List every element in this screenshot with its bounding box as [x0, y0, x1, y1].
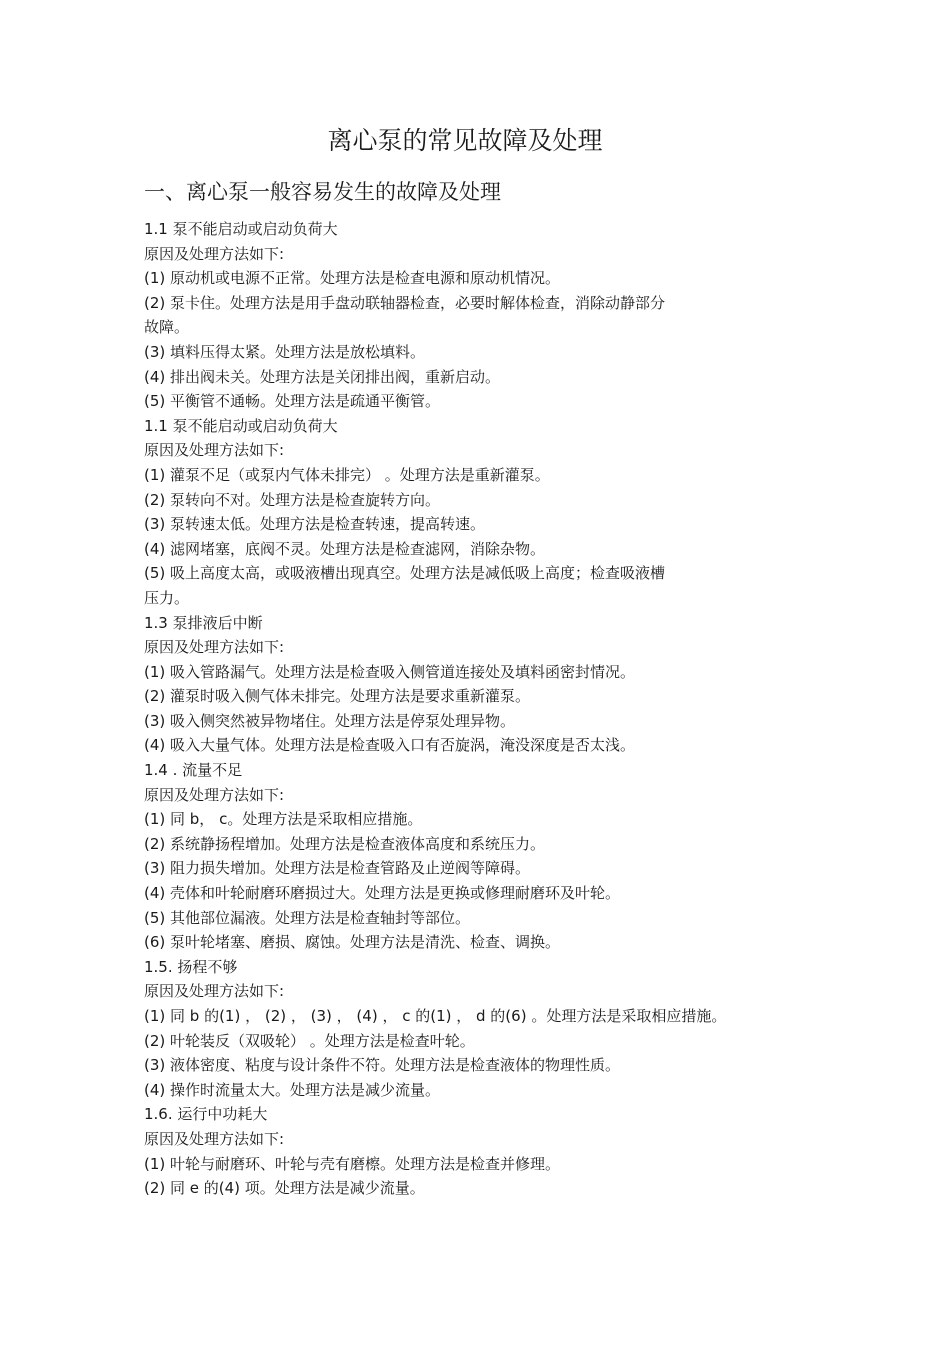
cause-intro-line: 原因及处理方法如下:: [144, 1129, 285, 1148]
subsection-heading: 1.1 泵不能启动或启动负荷大: [144, 416, 338, 435]
list-item: (6) 泵叶轮堵塞、磨损、腐蚀。处理方法是清洗、检查、调换。: [144, 933, 561, 952]
document-title: 离心泵的常见故障及处理: [327, 126, 603, 155]
list-item: (3) 泵转速太低。处理方法是检查转速，提高转速。: [144, 515, 486, 534]
subsection-heading: 1.6. 运行中功耗大: [144, 1105, 268, 1124]
cause-intro-line: 原因及处理方法如下:: [144, 785, 285, 804]
list-item: (1) 同 b， c。处理方法是采取相应措施。: [144, 810, 423, 829]
list-item: (3) 阻力损失增加。处理方法是检查管路及止逆阀等障碍。: [144, 859, 531, 878]
list-item: (3) 吸入侧突然被异物堵住。处理方法是停泵处理异物。: [144, 711, 516, 730]
list-item: (5) 吸上高度太高，或吸液槽出现真空。处理方法是减低吸上高度；检查吸液槽: [144, 564, 666, 583]
list-item: (3) 填料压得太紧。处理方法是放松填料。: [144, 342, 426, 361]
list-item: (2) 系统静扬程增加。处理方法是检查液体高度和系统压力。: [144, 834, 546, 853]
cause-intro-line: 原因及处理方法如下:: [144, 244, 285, 263]
list-item: (2) 泵转向不对。处理方法是检查旋转方向。: [144, 490, 441, 509]
list-item: (2) 泵卡住。处理方法是用手盘动联轴器检查，必要时解体检查，消除动静部分: [144, 293, 666, 312]
document-body: [144, 217, 804, 1201]
list-item: (5) 其他部位漏液。处理方法是检查轴封等部位。: [144, 908, 471, 927]
subsection-heading: 1.4 . 流量不足: [144, 761, 243, 780]
list-item: (2) 叶轮装反（双吸轮） 。处理方法是检查叶轮。: [144, 1031, 475, 1050]
list-item-continuation: 压力。: [144, 588, 190, 607]
list-item: (4) 滤网堵塞，底阀不灵。处理方法是检查滤网，消除杂物。: [144, 539, 546, 558]
list-item: (4) 吸入大量气体。处理方法是检查吸入口有否旋涡，淹没深度是否太浅。: [144, 736, 636, 755]
list-item: (3) 液体密度、粘度与设计条件不符。处理方法是检查液体的物理性质。: [144, 1056, 621, 1075]
list-item: (1) 原动机或电源不正常。处理方法是检查电源和原动机情况。: [144, 269, 561, 288]
cause-intro-line: 原因及处理方法如下:: [144, 638, 285, 657]
list-item: (1) 叶轮与耐磨环、叶轮与壳有磨檫。处理方法是检查并修理。: [144, 1154, 561, 1173]
list-item: (1) 灌泵不足（或泵内气体未排完） 。处理方法是重新灌泵。: [144, 465, 550, 484]
list-item: (5) 平衡管不通畅。处理方法是疏通平衡管。: [144, 392, 441, 411]
cause-intro-line: 原因及处理方法如下:: [144, 441, 285, 460]
list-item: (2) 同 e 的(4) 项。处理方法是减少流量。: [144, 1179, 425, 1198]
section-heading: 一、离心泵一般容易发生的故障及处理: [144, 180, 501, 204]
list-item: (4) 壳体和叶轮耐磨环磨损过大。处理方法是更换或修理耐磨环及叶轮。: [144, 884, 621, 903]
list-item: (4) 排出阀未关。处理方法是关闭排出阀，重新启动。: [144, 367, 501, 386]
list-item-continuation: 故障。: [144, 318, 190, 337]
list-item: (1) 吸入管路漏气。处理方法是检查吸入侧管道连接处及填料函密封情况。: [144, 662, 636, 681]
list-item: (1) 同 b 的(1) ， (2) ， (3) ， (4) ， c 的(1) ， d 的(6) 。处理方法是采取相应措施。: [144, 1007, 727, 1025]
subsection-heading: 1.5. 扬程不够: [144, 957, 238, 976]
list-item: (2) 灌泵时吸入侧气体未排完。处理方法是要求重新灌泵。: [144, 687, 531, 706]
subsection-heading: 1.1 泵不能启动或启动负荷大: [144, 220, 338, 238]
cause-intro-line: 原因及处理方法如下:: [144, 982, 285, 1001]
list-item: (4) 操作时流量太大。处理方法是减少流量。: [144, 1080, 441, 1099]
subsection-heading: 1.3 泵排液后中断: [144, 613, 263, 632]
